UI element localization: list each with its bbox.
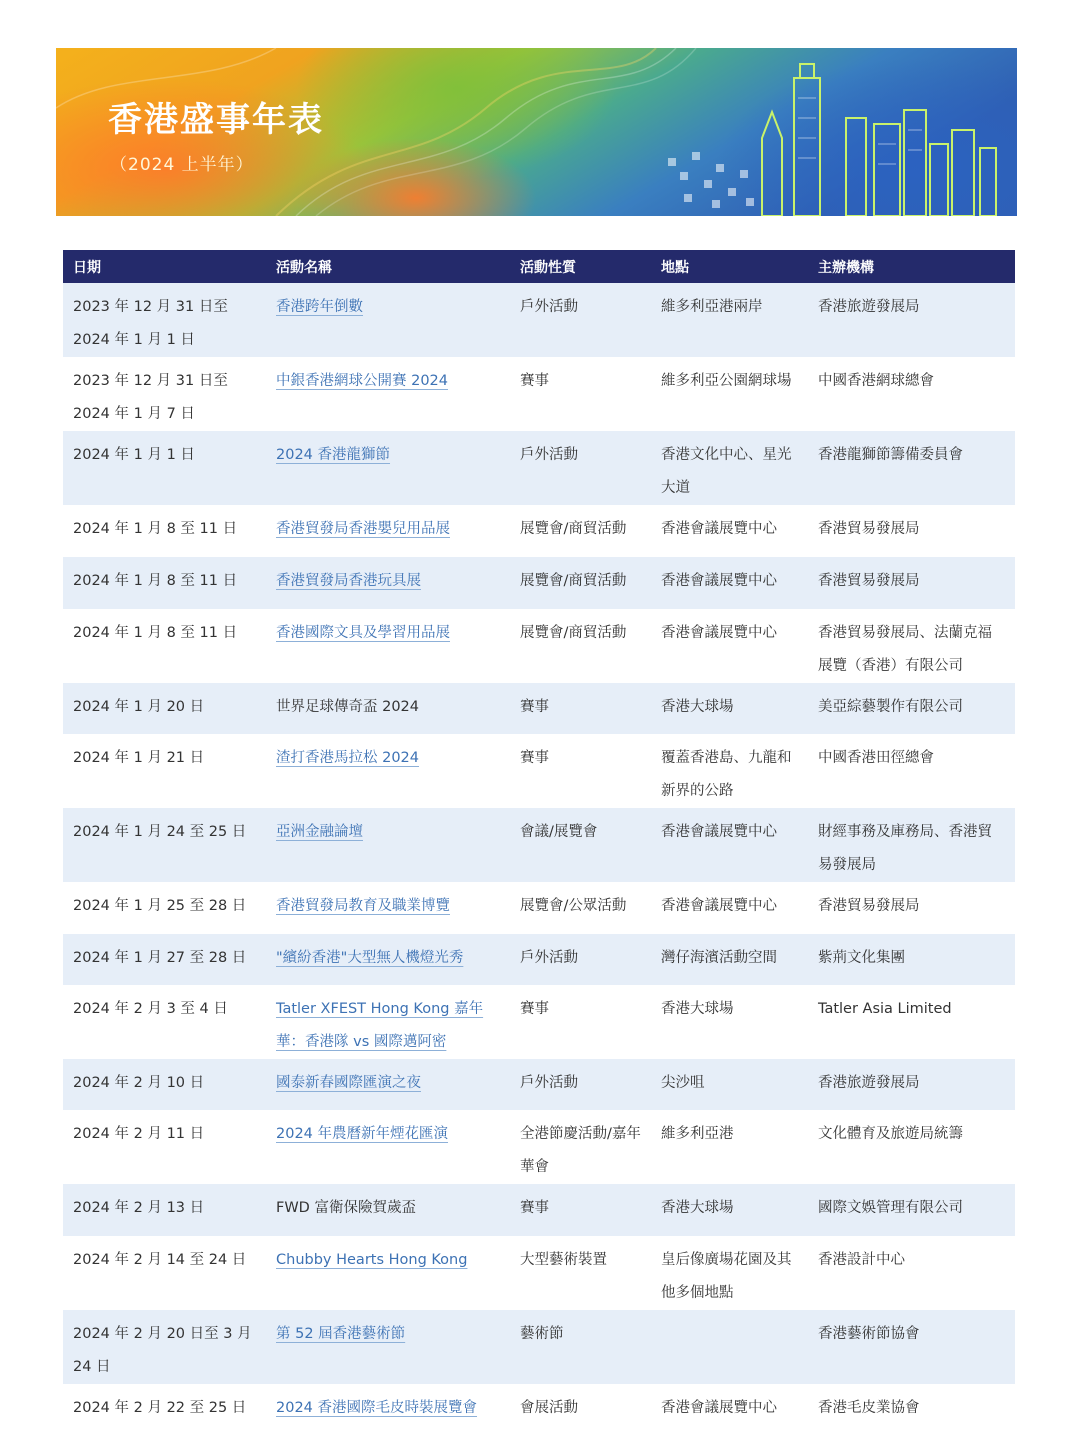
table-row <box>63 557 1015 609</box>
table-cell <box>651 1110 808 1184</box>
table-cell <box>63 808 266 882</box>
table-cell <box>510 1184 651 1236</box>
cell-event-name: 世界足球傳奇盃 2024 <box>276 699 420 715</box>
table-cell <box>266 609 510 683</box>
table-cell <box>651 431 808 505</box>
table-cell <box>266 357 510 431</box>
events-table <box>63 250 1015 1432</box>
table-cell <box>266 808 510 882</box>
cell-organizer: 香港毛皮業協會 <box>818 1400 920 1416</box>
cell-event-type: 藝術節 <box>520 1326 564 1342</box>
cell-event-type: 會議/展覽會 <box>520 824 598 840</box>
cell-venue: 灣仔海濱活動空間 <box>661 950 777 966</box>
cell-organizer: 文化體育及旅遊局統籌 <box>818 1126 963 1142</box>
cell-organizer: 香港旅遊發展局 <box>818 1075 920 1091</box>
table-cell <box>808 882 1015 934</box>
table-cell <box>63 1184 266 1236</box>
table-cell <box>808 734 1015 808</box>
table-cell <box>510 609 651 683</box>
cell-venue: 維多利亞港兩岸 <box>661 299 763 315</box>
column-header-venue: 地點 <box>651 250 808 283</box>
table-cell <box>808 1184 1015 1236</box>
event-link[interactable]: 國泰新春國際匯演之夜 <box>276 1075 421 1091</box>
cell-event-type: 賽事 <box>520 373 549 389</box>
table-cell <box>266 934 510 985</box>
table-row <box>63 808 1015 882</box>
table-cell <box>808 283 1015 357</box>
event-link[interactable]: 2024 香港國際毛皮時裝展覽會 <box>276 1400 478 1416</box>
table-cell <box>808 985 1015 1059</box>
table-cell <box>510 1059 651 1110</box>
table-cell <box>63 283 266 357</box>
cell-date: 2024 年 2 月 11 日 <box>73 1126 205 1142</box>
cell-date: 2024 年 1 月 24 至 25 日 <box>73 824 247 840</box>
table-cell <box>808 431 1015 505</box>
table-row <box>63 1236 1015 1310</box>
cell-venue: 香港會議展覽中心 <box>661 521 777 537</box>
table-cell <box>266 1110 510 1184</box>
table-cell <box>808 1059 1015 1110</box>
event-link[interactable]: Chubby Hearts Hong Kong <box>276 1252 468 1268</box>
table-cell <box>63 985 266 1059</box>
cell-organizer: 香港設計中心 <box>818 1252 905 1268</box>
cell-event-type: 展覽會/商貿活動 <box>520 521 627 537</box>
cell-event-type: 展覽會/商貿活動 <box>520 573 627 589</box>
cell-event-type: 戶外活動 <box>520 950 578 966</box>
cell-date: 2024 年 2 月 13 日 <box>73 1200 205 1216</box>
table-cell <box>808 1110 1015 1184</box>
cell-date: 2024 年 2 月 3 至 4 日 <box>73 1001 228 1017</box>
table-cell <box>651 505 808 557</box>
column-header-organizer: 主辦機構 <box>808 250 1015 283</box>
event-link[interactable]: 香港國際文具及學習用品展 <box>276 625 450 641</box>
cell-event-type: 大型藝術裝置 <box>520 1252 607 1268</box>
table-cell <box>510 882 651 934</box>
table-cell <box>266 734 510 808</box>
cell-date: 2024 年 1 月 20 日 <box>73 699 205 715</box>
table-cell <box>510 934 651 985</box>
table-row <box>63 985 1015 1059</box>
table-row <box>63 1310 1015 1384</box>
cell-venue: 香港會議展覽中心 <box>661 824 777 840</box>
table-row <box>63 357 1015 431</box>
table-cell <box>651 557 808 609</box>
event-link[interactable]: 2024 香港龍獅節 <box>276 447 391 463</box>
table-row <box>63 283 1015 357</box>
table-row <box>63 431 1015 505</box>
table-cell <box>63 609 266 683</box>
table-cell <box>63 431 266 505</box>
cell-date: 2024 年 1 月 1 日 <box>73 447 195 463</box>
table-cell <box>651 1059 808 1110</box>
cell-venue: 維多利亞港 <box>661 1126 734 1142</box>
table-cell <box>266 985 510 1059</box>
cell-organizer: 紫荊文化集團 <box>818 950 905 966</box>
cell-organizer: 香港旅遊發展局 <box>818 299 920 315</box>
table-cell <box>510 1236 651 1310</box>
cell-date: 2023 年 12 月 31 日至 2024 年 1 月 1 日 <box>73 299 228 348</box>
cell-organizer: 香港龍獅節籌備委員會 <box>818 447 963 463</box>
table-cell <box>510 1384 651 1432</box>
table-cell <box>266 882 510 934</box>
event-link[interactable]: 2024 年農曆新年煙花匯演 <box>276 1126 449 1142</box>
event-link[interactable]: 中銀香港網球公開賽 2024 <box>276 373 449 389</box>
cell-venue: 維多利亞公園網球場 <box>661 373 792 389</box>
column-header-event-name: 活動名稱 <box>266 250 510 283</box>
cell-venue: 香港大球場 <box>661 1001 734 1017</box>
table-cell <box>266 683 510 734</box>
table-cell <box>266 557 510 609</box>
cell-venue: 香港會議展覽中心 <box>661 1400 777 1416</box>
cell-organizer: 香港貿易發展局 <box>818 898 920 914</box>
cell-event-type: 戶外活動 <box>520 447 578 463</box>
cell-organizer: 香港貿易發展局、法蘭克福展覽（香港）有限公司 <box>818 625 992 674</box>
table-cell <box>808 609 1015 683</box>
table-cell <box>510 431 651 505</box>
table-cell <box>266 431 510 505</box>
table-cell <box>266 505 510 557</box>
cell-event-type: 賽事 <box>520 1001 549 1017</box>
table-row <box>63 1384 1015 1432</box>
cell-date: 2024 年 2 月 20 日至 3 月 24 日 <box>73 1326 252 1375</box>
table-cell <box>651 734 808 808</box>
table-cell <box>651 1184 808 1236</box>
cell-date: 2023 年 12 月 31 日至 2024 年 1 月 7 日 <box>73 373 228 422</box>
cell-date: 2024 年 1 月 25 至 28 日 <box>73 898 247 914</box>
event-link[interactable]: 渣打香港馬拉松 2024 <box>276 750 420 766</box>
event-link[interactable]: 香港貿發局教育及職業博覽 <box>276 898 450 914</box>
table-cell <box>510 557 651 609</box>
table-cell <box>266 1310 510 1384</box>
table-cell <box>808 505 1015 557</box>
cell-organizer: Tatler Asia Limited <box>818 1001 952 1017</box>
cell-date: 2024 年 1 月 8 至 11 日 <box>73 521 238 537</box>
table-cell <box>266 1236 510 1310</box>
cell-event-type: 全港節慶活動/嘉年華會 <box>520 1126 641 1175</box>
table-row <box>63 683 1015 734</box>
table-cell <box>651 808 808 882</box>
event-link[interactable]: 香港跨年倒數 <box>276 299 363 315</box>
column-header-event-type: 活動性質 <box>510 250 651 283</box>
cell-organizer: 香港貿易發展局 <box>818 521 920 537</box>
table-cell <box>63 1236 266 1310</box>
cell-event-type: 戶外活動 <box>520 299 578 315</box>
table-cell <box>510 283 651 357</box>
table-cell <box>651 1236 808 1310</box>
cell-event-type: 賽事 <box>520 699 549 715</box>
table-cell <box>651 934 808 985</box>
table-cell <box>808 1384 1015 1432</box>
table-cell <box>510 734 651 808</box>
table-row <box>63 505 1015 557</box>
table-cell <box>808 557 1015 609</box>
cell-organizer: 香港藝術節協會 <box>818 1326 920 1342</box>
table-cell <box>63 683 266 734</box>
table-cell <box>510 808 651 882</box>
cell-venue: 皇后像廣場花園及其他多個地點 <box>661 1252 792 1301</box>
event-link[interactable]: "繽紛香港"大型無人機燈光秀 <box>276 950 464 966</box>
table-row <box>63 934 1015 985</box>
event-link[interactable]: 香港貿發局香港玩具展 <box>276 573 421 589</box>
cell-event-name: FWD 富衛保險賀歲盃 <box>276 1200 416 1216</box>
cell-date: 2024 年 1 月 27 至 28 日 <box>73 950 247 966</box>
cell-date: 2024 年 2 月 14 至 24 日 <box>73 1252 247 1268</box>
cell-date: 2024 年 1 月 8 至 11 日 <box>73 573 238 589</box>
cell-event-type: 賽事 <box>520 750 549 766</box>
table-cell <box>510 1110 651 1184</box>
table-cell <box>651 609 808 683</box>
table-cell <box>808 357 1015 431</box>
table-cell <box>651 985 808 1059</box>
page-subtitle: （2024 上半年） <box>110 155 254 175</box>
table-cell <box>63 505 266 557</box>
table-cell <box>266 1184 510 1236</box>
table-cell <box>63 1310 266 1384</box>
cell-event-type: 展覽會/公眾活動 <box>520 898 627 914</box>
event-link[interactable]: Tatler XFEST Hong Kong 嘉年華：香港隊 vs 國際邁阿密 <box>276 1001 484 1050</box>
cell-organizer: 中國香港網球總會 <box>818 373 934 389</box>
cell-organizer: 財經事務及庫務局、香港貿易發展局 <box>818 824 992 873</box>
cell-venue: 覆蓋香港島、九龍和新界的公路 <box>661 750 792 799</box>
header-banner <box>56 48 1017 216</box>
table-row <box>63 1059 1015 1110</box>
table-cell <box>808 808 1015 882</box>
table-cell <box>63 734 266 808</box>
cell-event-type: 會展活動 <box>520 1400 578 1416</box>
table-cell <box>651 1310 808 1384</box>
table-cell <box>510 505 651 557</box>
table-cell <box>808 1310 1015 1384</box>
cell-organizer: 國際文娛管理有限公司 <box>818 1200 963 1216</box>
table-row <box>63 609 1015 683</box>
cell-date: 2024 年 1 月 8 至 11 日 <box>73 625 238 641</box>
table-cell <box>63 934 266 985</box>
table-cell <box>63 1110 266 1184</box>
cell-organizer: 中國香港田徑總會 <box>818 750 934 766</box>
table-cell <box>63 557 266 609</box>
table-cell <box>651 683 808 734</box>
cell-event-type: 戶外活動 <box>520 1075 578 1091</box>
table-header-row <box>63 250 1015 283</box>
cell-venue: 香港會議展覽中心 <box>661 898 777 914</box>
table-cell <box>510 1310 651 1384</box>
cell-date: 2024 年 1 月 21 日 <box>73 750 205 766</box>
cell-organizer: 香港貿易發展局 <box>818 573 920 589</box>
table-row <box>63 882 1015 934</box>
page-title: 香港盛事年表 <box>108 100 324 140</box>
table-cell <box>266 1059 510 1110</box>
cell-venue: 尖沙咀 <box>661 1075 705 1091</box>
cell-venue: 香港會議展覽中心 <box>661 625 777 641</box>
table-cell <box>63 1059 266 1110</box>
cell-venue: 香港大球場 <box>661 699 734 715</box>
table-cell <box>510 357 651 431</box>
cell-event-type: 賽事 <box>520 1200 549 1216</box>
event-link[interactable]: 第 52 屆香港藝術節 <box>276 1326 406 1342</box>
table-cell <box>510 683 651 734</box>
table-cell <box>510 985 651 1059</box>
cell-organizer: 美亞綜藝製作有限公司 <box>818 699 963 715</box>
cell-event-type: 展覽會/商貿活動 <box>520 625 627 641</box>
cell-date: 2024 年 2 月 22 至 25 日 <box>73 1400 247 1416</box>
event-link[interactable]: 香港貿發局香港嬰兒用品展 <box>276 521 450 537</box>
table-cell <box>63 882 266 934</box>
column-header-date: 日期 <box>63 250 266 283</box>
table-cell <box>63 1384 266 1432</box>
table-cell <box>651 1384 808 1432</box>
table-row <box>63 734 1015 808</box>
table-cell <box>651 357 808 431</box>
table-cell <box>808 683 1015 734</box>
event-link[interactable]: 亞洲金融論壇 <box>276 824 363 840</box>
table-row <box>63 1184 1015 1236</box>
table-cell <box>63 357 266 431</box>
table-row <box>63 1110 1015 1184</box>
table-cell <box>651 283 808 357</box>
cell-date: 2024 年 2 月 10 日 <box>73 1075 205 1091</box>
table-cell <box>651 882 808 934</box>
table-cell <box>266 283 510 357</box>
cell-venue: 香港文化中心、星光大道 <box>661 447 792 496</box>
table-cell <box>808 934 1015 985</box>
table-cell <box>808 1236 1015 1310</box>
cell-venue: 香港大球場 <box>661 1200 734 1216</box>
table-cell <box>266 1384 510 1432</box>
cell-venue: 香港會議展覽中心 <box>661 573 777 589</box>
